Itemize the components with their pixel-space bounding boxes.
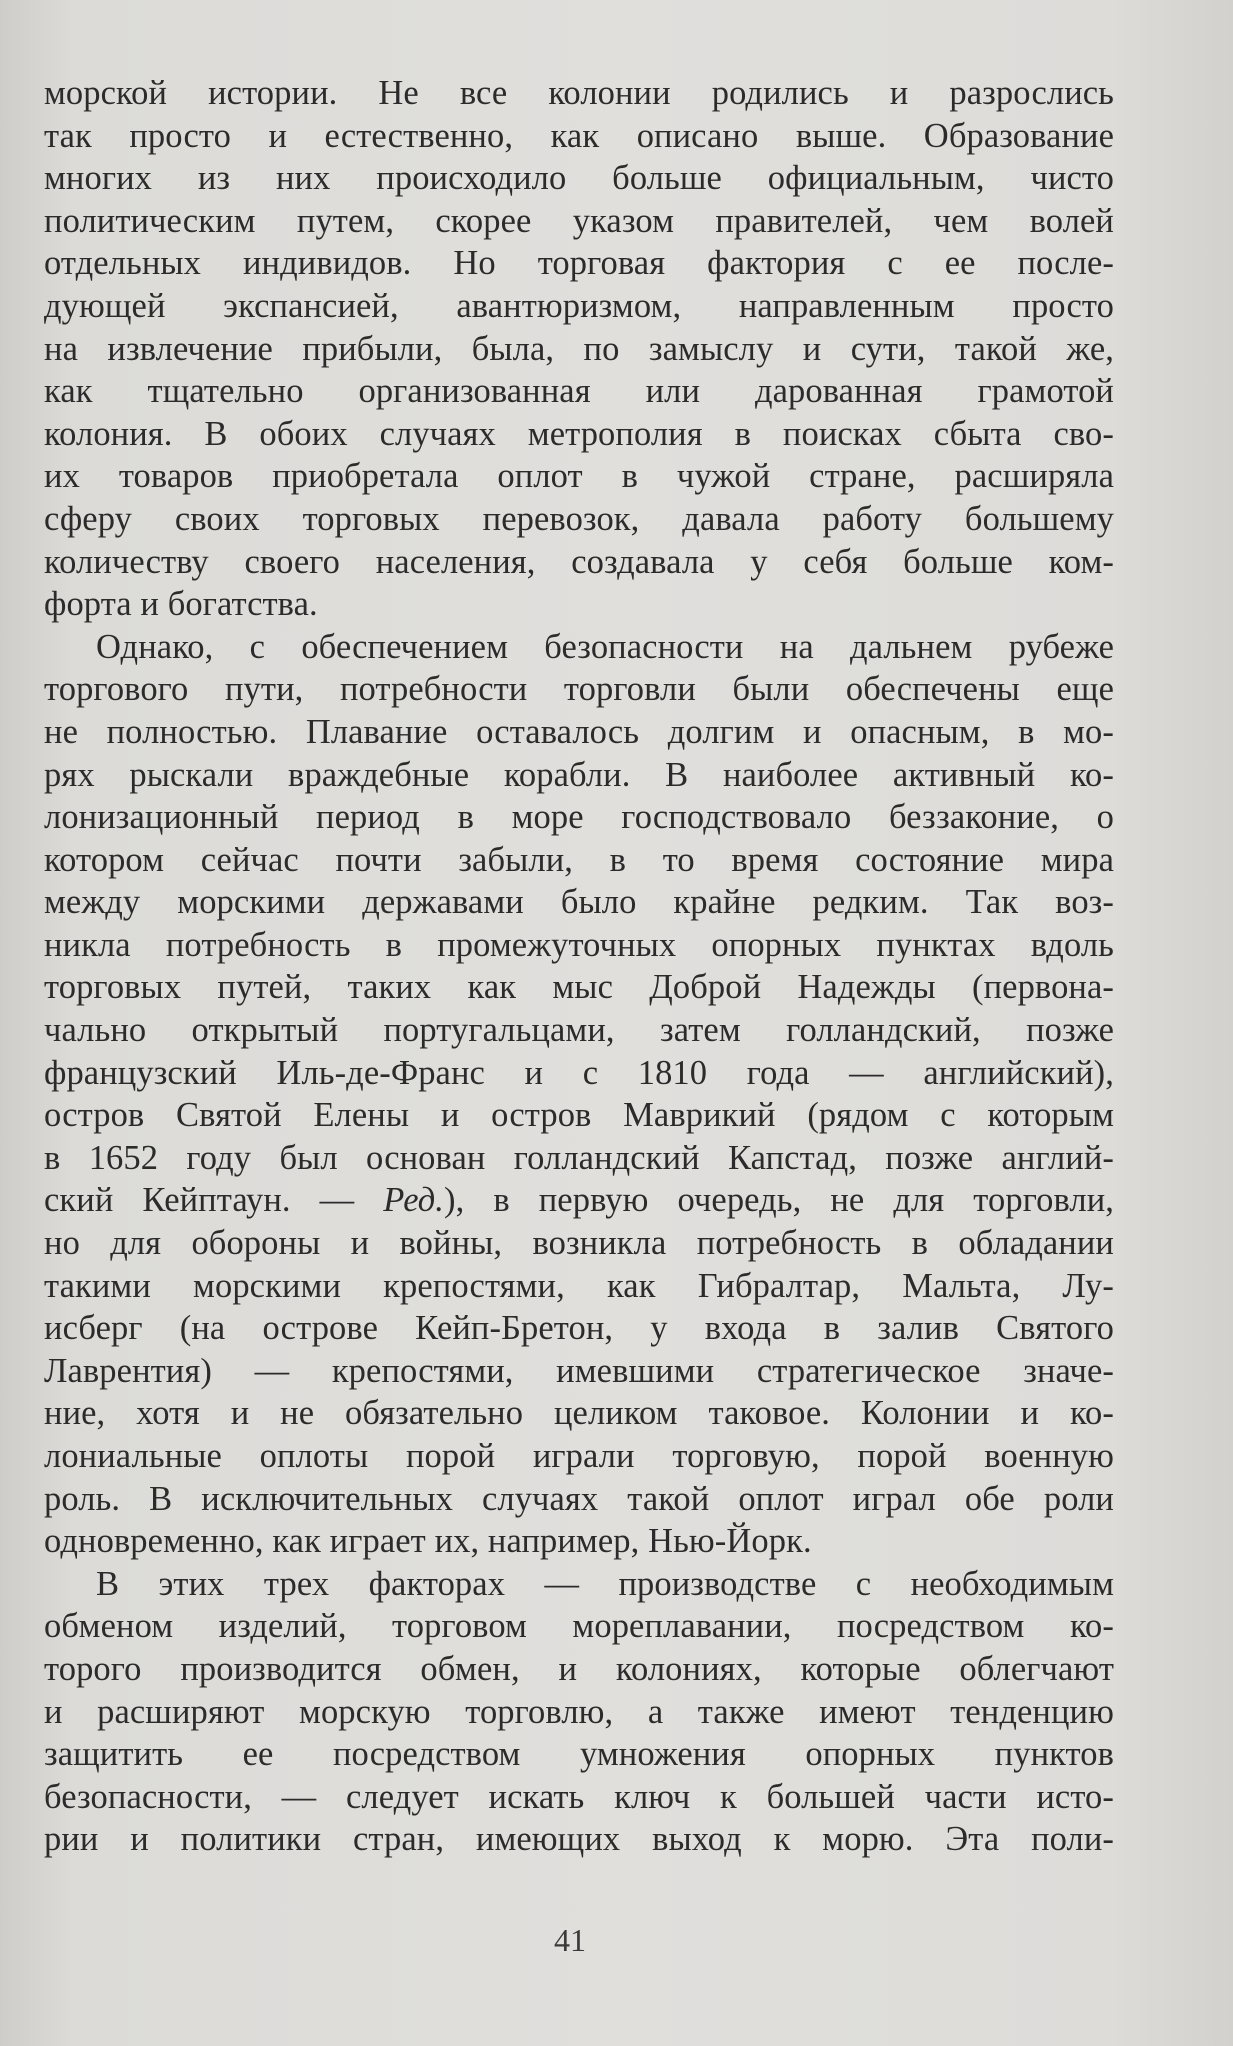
text-line: ние, хотя и не обязательно целиком таковое. Колонии и ко- — [44, 1394, 1114, 1433]
text-line: такими морскими крепостями, как Гибралтар, Мальта, Лу- — [44, 1266, 1114, 1305]
text-line: Лаврентия) — крепостями, имевшими стратегическое значе- — [44, 1351, 1114, 1390]
text-line: отдельных индивидов. Но торговая фактория с ее после- — [44, 244, 1114, 283]
text-line: так просто и естественно, как описано выше. Образование — [44, 116, 1114, 155]
text-line: французский Иль-де-Франс и с 1810 года — английский), — [44, 1053, 1114, 1092]
text-line: лониальные оплоты порой играли торговую, порой военную — [44, 1437, 1114, 1475]
text-line: форта и богатства. — [44, 585, 318, 624]
text-line: торговых путей, таких как мыс Доброй Надежды (первона- — [44, 968, 1114, 1007]
text-line: Однако, с обеспечением безопасности на дальнем рубеже — [96, 627, 1114, 666]
editor-note: Ред. — [383, 1181, 445, 1220]
text-line: торого производится обмен, и колониях, которые облегчают — [44, 1649, 1114, 1688]
text-line: политическим путем, скорее указом правителей, чем волей — [44, 201, 1114, 240]
text-line: сферу своих торговых перевозок, давала работу большему — [44, 499, 1114, 538]
text-line: в 1652 году был основан голландский Капстад, позже англий- — [44, 1138, 1114, 1177]
text-line: количеству своего населения, создавала у себя больше ком- — [44, 542, 1114, 581]
text-line: исберг (на острове Кейп-Бретон, у входа в залив Святого — [44, 1309, 1114, 1348]
text-line: В этих трех факторах — производстве с необходимым — [96, 1564, 1114, 1603]
text-line: как тщательно организованная или дарованная грамотой — [44, 372, 1114, 411]
paragraph-2 — [44, 626, 1114, 1563]
text-line: котором сейчас почти забыли, в то время состояние мира — [44, 840, 1114, 879]
text-line: никла потребность в промежуточных опорных пунктах вдоль — [44, 925, 1114, 964]
text-line: роль. В исключительных случаях такой оплот играл обе роли — [44, 1479, 1114, 1518]
text-line: торгового пути, потребности торговли были обеспечены еще — [44, 670, 1114, 709]
paragraph-1 — [44, 72, 1114, 626]
text-line: но для обороны и войны, возникла потребность в обладании — [44, 1224, 1114, 1263]
text-line: ский Кейптаун. — Ред.), в первую очередь, не для торговли, — [44, 1181, 1114, 1220]
text-line: чально открытый португальцами, затем голландский, позже — [44, 1011, 1114, 1050]
text-line: их товаров приобретала оплот в чужой стране, расширяла — [44, 457, 1114, 496]
text-line: дующей экспансией, авантюризмом, направленным просто — [44, 286, 1114, 325]
text-line: и расширяют морскую торговлю, а также имеют тенденцию — [44, 1692, 1114, 1731]
body-text — [44, 72, 1114, 1861]
text-line: рии и политики стран, имеющих выход к морю. Эта поли- — [44, 1820, 1114, 1859]
text-line: одновременно, как играет их, например, Нью-Йорк. — [44, 1522, 812, 1561]
text-line: между морскими державами было крайне редким. Так воз- — [44, 883, 1114, 922]
text-line: не полностью. Плавание оставалось долгим и опасным, в мо- — [44, 712, 1114, 751]
text-line: многих из них происходило больше официальным, чисто — [44, 159, 1114, 198]
text-line: защитить ее посредством умножения опорных пунктов — [44, 1735, 1114, 1774]
text-line: лонизационный период в море господствовало беззаконие, о — [44, 798, 1114, 837]
text-line: остров Святой Елены и остров Маврикий (рядом с которым — [44, 1096, 1114, 1135]
text-line: морской истории. Не все колонии родились и разрослись — [44, 74, 1114, 112]
paragraph-3 — [44, 1563, 1114, 1861]
text-line: на извлечение прибыли, была, по замыслу и сути, такой же, — [44, 329, 1114, 368]
text-line: колония. В обоих случаях метрополия в поисках сбыта сво- — [44, 414, 1114, 453]
text-line: рях рыскали враждебные корабли. В наиболее активный ко- — [44, 755, 1114, 794]
text-line: обменом изделий, торговом мореплавании, посредством ко- — [44, 1607, 1114, 1646]
text-line: безопасности, — следует искать ключ к большей части исто- — [44, 1777, 1114, 1816]
page-number: 41 — [554, 1922, 586, 1958]
